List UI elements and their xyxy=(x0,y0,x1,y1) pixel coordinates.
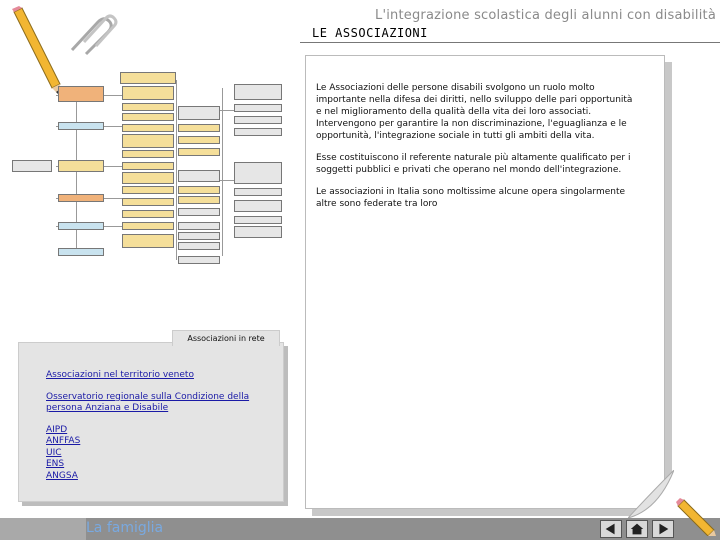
footer-section-label[interactable]: La famiglia xyxy=(86,520,164,536)
back-arrow-icon xyxy=(601,521,621,537)
diagram-box xyxy=(122,234,174,248)
diagram-box xyxy=(234,128,282,136)
pencil-icon xyxy=(676,496,716,536)
intro-paragraph: Le Associazioni delle persone disabili svolgono un ruolo molto importante nella difesa dei diritti, nello sviluppo delle pari opportunità e nel miglioramento della qualità della vita dei loro associati. Intervengono per garantire la non discriminazione, l'eguaglianza e le opportunità, l'integrazione sociale in tutti gli ambiti della vita. xyxy=(316,83,633,141)
diagram-box xyxy=(122,86,174,100)
intro-paragraph: Esse costituiscono il referente naturale più altamente qualificato per i soggetti pubblici e privati che operano nel mondo dell'integrazione. xyxy=(316,153,631,175)
forward-button[interactable] xyxy=(652,520,674,538)
forward-arrow-icon xyxy=(653,521,673,537)
page-curl-icon xyxy=(628,470,674,518)
diagram-box xyxy=(58,86,104,102)
diagram-box xyxy=(122,186,174,194)
diagram-box xyxy=(122,198,174,206)
diagram-box xyxy=(12,160,52,172)
diagram-box xyxy=(178,208,220,216)
diagram-box xyxy=(178,170,220,182)
diagram-box xyxy=(178,148,220,156)
page-title: L'integrazione scolastica degli alunni con disabilità xyxy=(375,8,716,23)
diagram-box xyxy=(178,256,220,264)
diagram-box xyxy=(58,122,104,130)
diagram-box xyxy=(58,222,104,230)
diagram-box xyxy=(178,186,220,194)
paper-clips-icon xyxy=(64,12,120,56)
intro-text xyxy=(316,82,634,220)
network-diagram xyxy=(10,70,288,270)
diagram-box xyxy=(234,200,282,212)
link-ens[interactable]: ENS xyxy=(46,459,65,469)
diagram-box xyxy=(122,210,174,218)
link-anffas[interactable]: ANFFAS xyxy=(46,436,81,446)
diagram-box xyxy=(234,162,282,184)
home-button[interactable] xyxy=(626,520,648,538)
diagram-box xyxy=(122,222,174,230)
diagram-box xyxy=(122,162,174,170)
home-icon xyxy=(627,521,647,537)
diagram-box xyxy=(234,216,282,224)
diagram-box xyxy=(122,150,174,158)
diagram-box xyxy=(234,84,282,100)
diagram-box xyxy=(178,124,220,132)
link-uic[interactable]: UIC xyxy=(46,447,62,458)
link-osservatorio-regionale[interactable]: Osservatorio regionale sulla Condizione della persona Anziana e Disabile xyxy=(46,391,250,413)
section-title: LE ASSOCIAZIONI xyxy=(312,26,428,40)
footer-bar xyxy=(86,518,720,540)
diagram-box xyxy=(122,113,174,121)
intro-paragraph: Le associazioni in Italia sono moltissime alcune opera singolarmente altre sono federate tra loro xyxy=(316,187,626,209)
header-divider xyxy=(300,42,720,43)
diagram-box xyxy=(234,104,282,112)
link-angsa[interactable]: ANGSA xyxy=(46,470,78,481)
diagram-box xyxy=(178,242,220,250)
diagram-box xyxy=(58,160,104,172)
diagram-box xyxy=(120,72,176,84)
diagram-box xyxy=(58,248,104,256)
diagram-box xyxy=(178,222,220,230)
diagram-box xyxy=(234,116,282,124)
diagram-box xyxy=(178,232,220,240)
diagram-box xyxy=(178,136,220,144)
diagram-box xyxy=(234,226,282,238)
diagram-box xyxy=(234,188,282,196)
diagram-box xyxy=(178,106,220,120)
diagram-box xyxy=(122,124,174,132)
footer-left-block xyxy=(0,518,86,540)
back-button[interactable] xyxy=(600,520,622,538)
diagram-box xyxy=(122,134,174,148)
diagram-box xyxy=(122,103,174,111)
links-panel-tab: Associazioni in rete xyxy=(172,330,280,346)
link-aipd[interactable]: AIPD xyxy=(46,424,68,435)
diagram-box xyxy=(58,194,104,202)
link-associazioni-veneto[interactable]: Associazioni nel territorio veneto xyxy=(46,370,194,380)
diagram-box xyxy=(122,172,174,184)
links-list xyxy=(46,370,276,482)
diagram-box xyxy=(178,196,220,204)
